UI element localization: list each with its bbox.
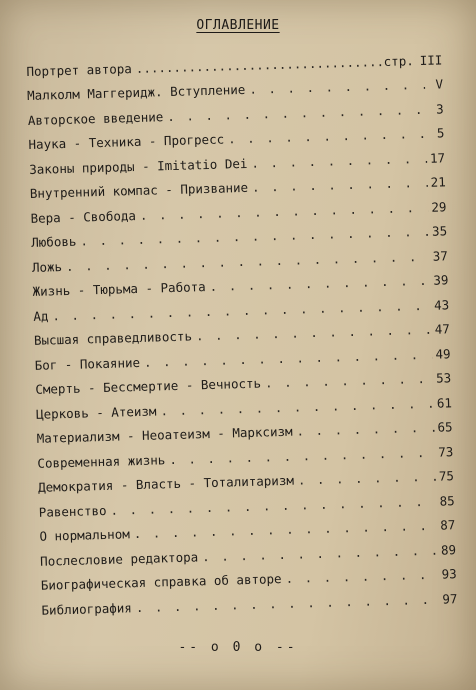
toc-page-number: 87 [440,517,456,533]
toc-entry-title: О нормальном [39,526,130,544]
toc-page-number: V [435,76,444,92]
toc-entry-title: Малколм Маггеридж. Вступление [26,81,246,103]
toc-page-number: 65 [437,419,453,435]
toc-entry-title: Высшая справедливость [33,328,193,348]
toc-entry-title: Послесловие редактора [39,548,199,569]
toc-page-number: 61 [436,394,453,411]
toc-page-number: 85 [439,492,455,509]
toc-entry-title: Библиография [41,599,133,618]
toc-entry-title: Авторское введение [27,108,164,128]
toc-page-prefix: стр. [383,52,414,69]
toc-page-number: 53 [435,370,452,386]
toc-page-number: 3 [435,100,444,117]
toc-entry-title: Законы природы - Imitatio Dei [29,155,248,177]
toc-entry-title: Внутренний компас - Призвание [29,179,249,201]
page-title [0,18,476,33]
toc-page-number: 49 [435,345,451,362]
toc-page-number: 5 [436,125,445,141]
toc-entry-title: Материализм - Неоатеизм - Марксизм [36,423,293,446]
table-of-contents [26,42,458,617]
toc-entry-title: Любовь [31,233,77,250]
toc-page-number: 89 [440,541,457,558]
toc-entry-title: Бог - Покаяние [34,354,141,373]
toc-entry-title: Церковь - Атеизм [35,403,157,422]
toc-entry-title: Биографическая справка об авторе [40,571,282,593]
toc-page-number: 73 [437,443,454,460]
toc-entry-title: Вера - Свобода [30,207,137,226]
toc-page-number: 39 [433,272,449,288]
toc-page-number: 43 [433,296,450,313]
toc-page-number: 75 [438,468,455,484]
toc-entry-title: Портрет автора [26,60,133,79]
toc-page-number: 37 [432,247,448,264]
toc-page-number: 17 [429,149,446,166]
toc-entry-title: Ложь [31,258,63,275]
toc-page-number: 93 [441,566,457,582]
toc-page-number: 97 [442,590,458,607]
toc-entry-title: Наука - Техника - Прогресс [28,131,225,152]
toc-page-number: 21 [430,174,446,190]
end-ornament: -- o 0 o -- [178,640,298,655]
toc-leader-dots [136,591,440,614]
toc-page-number: 29 [431,198,447,215]
toc-entry-title: Равенство [38,502,107,520]
toc-page-number: III [419,51,443,68]
toc-entry-title: Жизнь - Тюрьма - Работа [32,279,206,299]
toc-entry-title: Смерть - Бессмертие - Вечность [35,375,262,397]
toc-entry-title: Современная жизнь [37,451,166,471]
toc-page-number: 47 [434,321,451,337]
toc-page-number: 35 [431,223,448,239]
toc-entry-title: Ад [33,307,49,324]
toc-entry-title: Демократия - Власть - Тоталитаризм [37,472,295,495]
page-title-text: ОГЛАВЛЕНИЕ [196,18,280,33]
